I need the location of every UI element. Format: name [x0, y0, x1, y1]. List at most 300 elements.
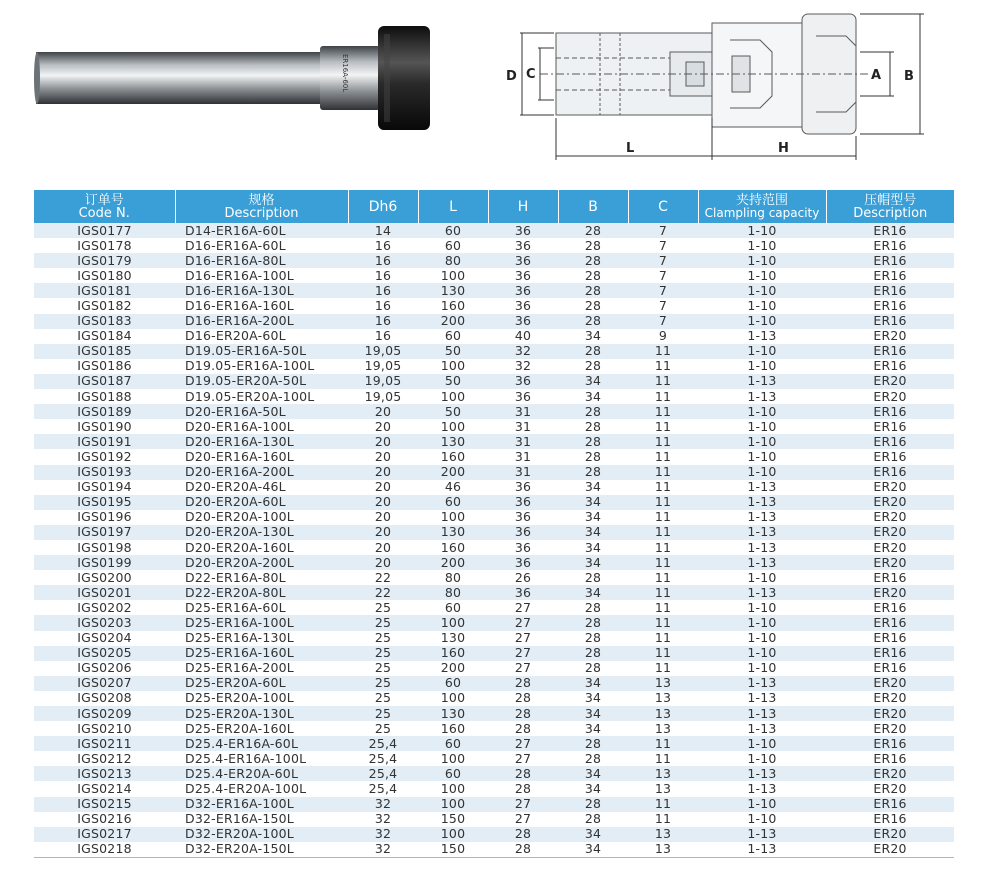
cell-clamping: 1-10: [698, 797, 826, 812]
cell-c: 11: [628, 615, 698, 630]
cell-c: 11: [628, 374, 698, 389]
cell-b: 28: [558, 570, 628, 585]
cell-l: 160: [418, 449, 488, 464]
cell-b: 28: [558, 465, 628, 480]
cell-l: 200: [418, 555, 488, 570]
header-l: L: [418, 190, 488, 223]
cell-cap: ER16: [826, 736, 954, 751]
cell-dh6: 25: [348, 706, 418, 721]
cell-description: D32-ER20A-100L: [175, 827, 348, 842]
table-row: [34, 812, 954, 827]
table-row: [34, 510, 954, 525]
cell-description: D22-ER20A-80L: [175, 585, 348, 600]
cell-l: 80: [418, 585, 488, 600]
table-row: [34, 646, 954, 661]
cell-b: 28: [558, 404, 628, 419]
cell-code: IGS0205: [34, 646, 175, 661]
cell-c: 13: [628, 676, 698, 691]
cell-description: D25-ER20A-60L: [175, 676, 348, 691]
cell-cap: ER20: [826, 585, 954, 600]
cell-b: 34: [558, 676, 628, 691]
cell-dh6: 25: [348, 691, 418, 706]
cell-code: IGS0210: [34, 721, 175, 736]
cell-b: 34: [558, 555, 628, 570]
cell-code: IGS0212: [34, 751, 175, 766]
cell-clamping: 1-10: [698, 465, 826, 480]
cell-clamping: 1-10: [698, 359, 826, 374]
cell-h: 36: [488, 298, 558, 313]
cell-description: D20-ER20A-130L: [175, 525, 348, 540]
cell-h: 36: [488, 223, 558, 238]
cell-c: 11: [628, 600, 698, 615]
cell-c: 11: [628, 570, 698, 585]
cell-dh6: 16: [348, 329, 418, 344]
cell-b: 28: [558, 238, 628, 253]
cell-cap: ER16: [826, 631, 954, 646]
cell-code: IGS0196: [34, 510, 175, 525]
cell-cap: ER16: [826, 615, 954, 630]
cell-dh6: 22: [348, 585, 418, 600]
cell-cap: ER16: [826, 812, 954, 827]
cell-cap: ER16: [826, 404, 954, 419]
header-dh6: Dh6: [348, 190, 418, 223]
cell-code: IGS0204: [34, 631, 175, 646]
cell-cap: ER20: [826, 480, 954, 495]
cell-clamping: 1-10: [698, 344, 826, 359]
cell-dh6: 20: [348, 495, 418, 510]
cell-clamping: 1-10: [698, 434, 826, 449]
cell-description: D20-ER20A-100L: [175, 510, 348, 525]
cell-clamping: 1-10: [698, 812, 826, 827]
table-row: [34, 766, 954, 781]
cell-c: 11: [628, 389, 698, 404]
cell-clamping: 1-10: [698, 283, 826, 298]
cell-cap: ER16: [826, 238, 954, 253]
table-row: [34, 736, 954, 751]
cell-l: 60: [418, 736, 488, 751]
cell-l: 50: [418, 404, 488, 419]
cell-l: 60: [418, 223, 488, 238]
cell-h: 36: [488, 555, 558, 570]
cell-b: 28: [558, 344, 628, 359]
header-h: H: [488, 190, 558, 223]
table-row: [34, 797, 954, 812]
cell-dh6: 20: [348, 525, 418, 540]
cell-code: IGS0184: [34, 329, 175, 344]
table-row: [34, 525, 954, 540]
cell-dh6: 16: [348, 298, 418, 313]
cell-h: 36: [488, 283, 558, 298]
cell-l: 160: [418, 298, 488, 313]
cell-code: IGS0200: [34, 570, 175, 585]
table-row: [34, 298, 954, 313]
cell-l: 100: [418, 781, 488, 796]
cell-c: 7: [628, 298, 698, 313]
cell-c: 11: [628, 480, 698, 495]
cell-c: 11: [628, 359, 698, 374]
cell-code: IGS0197: [34, 525, 175, 540]
cell-cap: ER20: [826, 540, 954, 555]
cell-c: 11: [628, 812, 698, 827]
cell-b: 28: [558, 661, 628, 676]
cell-h: 27: [488, 736, 558, 751]
cell-c: 13: [628, 706, 698, 721]
cell-cap: ER16: [826, 344, 954, 359]
cell-c: 11: [628, 465, 698, 480]
cell-l: 60: [418, 238, 488, 253]
cell-clamping: 1-13: [698, 495, 826, 510]
cell-cap: ER16: [826, 298, 954, 313]
cell-l: 100: [418, 691, 488, 706]
cell-b: 28: [558, 314, 628, 329]
header-code: 订单号 Code N.: [34, 190, 175, 223]
cell-l: 130: [418, 525, 488, 540]
cell-description: D25.4-ER20A-60L: [175, 766, 348, 781]
cell-code: IGS0211: [34, 736, 175, 751]
table-row: [34, 465, 954, 480]
cell-dh6: 32: [348, 797, 418, 812]
cell-code: IGS0201: [34, 585, 175, 600]
cell-c: 11: [628, 631, 698, 646]
cell-dh6: 16: [348, 238, 418, 253]
cell-dh6: 19,05: [348, 359, 418, 374]
cell-clamping: 1-10: [698, 646, 826, 661]
cell-b: 28: [558, 812, 628, 827]
cell-dh6: 20: [348, 434, 418, 449]
cell-c: 7: [628, 268, 698, 283]
cell-c: 9: [628, 329, 698, 344]
cell-l: 200: [418, 661, 488, 676]
cell-clamping: 1-13: [698, 691, 826, 706]
cell-code: IGS0189: [34, 404, 175, 419]
cell-clamping: 1-10: [698, 449, 826, 464]
cell-l: 100: [418, 510, 488, 525]
cell-code: IGS0178: [34, 238, 175, 253]
cell-h: 27: [488, 812, 558, 827]
cell-clamping: 1-10: [698, 268, 826, 283]
cell-cap: ER16: [826, 600, 954, 615]
cell-h: 36: [488, 389, 558, 404]
cell-code: IGS0187: [34, 374, 175, 389]
header-c: C: [628, 190, 698, 223]
table-row: [34, 555, 954, 570]
cell-l: 100: [418, 359, 488, 374]
cell-code: IGS0183: [34, 314, 175, 329]
table-row: [34, 283, 954, 298]
cell-cap: ER16: [826, 253, 954, 268]
cell-b: 28: [558, 223, 628, 238]
cell-l: 160: [418, 721, 488, 736]
cell-cap: ER20: [826, 721, 954, 736]
cell-description: D20-ER16A-50L: [175, 404, 348, 419]
cell-dh6: 20: [348, 449, 418, 464]
cell-l: 100: [418, 615, 488, 630]
cell-b: 34: [558, 766, 628, 781]
cell-description: D16-ER16A-130L: [175, 283, 348, 298]
cell-description: D25-ER16A-100L: [175, 615, 348, 630]
cell-cap: ER20: [826, 510, 954, 525]
cell-dh6: 16: [348, 283, 418, 298]
cell-l: 46: [418, 480, 488, 495]
cell-code: IGS0217: [34, 827, 175, 842]
cell-code: IGS0188: [34, 389, 175, 404]
cell-dh6: 32: [348, 812, 418, 827]
cell-cap: ER16: [826, 751, 954, 766]
table-row: [34, 253, 954, 268]
cell-clamping: 1-13: [698, 842, 826, 858]
cell-description: D25-ER16A-60L: [175, 600, 348, 615]
cell-b: 28: [558, 268, 628, 283]
cell-cap: ER20: [826, 495, 954, 510]
cell-l: 200: [418, 465, 488, 480]
cell-l: 130: [418, 283, 488, 298]
cell-code: IGS0203: [34, 615, 175, 630]
cell-dh6: 25: [348, 631, 418, 646]
cell-code: IGS0218: [34, 842, 175, 858]
table-row: [34, 314, 954, 329]
cell-description: D19.05-ER20A-100L: [175, 389, 348, 404]
table-row: [34, 631, 954, 646]
cell-h: 36: [488, 525, 558, 540]
table-row: [34, 268, 954, 283]
cell-clamping: 1-13: [698, 389, 826, 404]
cell-dh6: 32: [348, 842, 418, 858]
cell-code: IGS0185: [34, 344, 175, 359]
cell-dh6: 20: [348, 480, 418, 495]
cell-code: IGS0182: [34, 298, 175, 313]
cell-description: D16-ER16A-160L: [175, 298, 348, 313]
cell-clamping: 1-10: [698, 419, 826, 434]
cell-cap: ER20: [826, 329, 954, 344]
table-row: [34, 419, 954, 434]
cell-cap: ER16: [826, 465, 954, 480]
cell-b: 34: [558, 510, 628, 525]
cell-dh6: 25: [348, 676, 418, 691]
cell-clamping: 1-13: [698, 525, 826, 540]
cell-clamping: 1-10: [698, 314, 826, 329]
table-row: [34, 434, 954, 449]
cell-code: IGS0192: [34, 449, 175, 464]
cell-b: 34: [558, 585, 628, 600]
table-row: [34, 661, 954, 676]
cell-b: 34: [558, 480, 628, 495]
cell-b: 34: [558, 842, 628, 858]
cell-b: 34: [558, 495, 628, 510]
spec-table: [34, 190, 954, 858]
table-header-row: [34, 190, 954, 223]
cell-h: 28: [488, 766, 558, 781]
table-row: [34, 480, 954, 495]
cell-clamping: 1-13: [698, 781, 826, 796]
cell-h: 27: [488, 661, 558, 676]
cell-l: 60: [418, 495, 488, 510]
cell-c: 11: [628, 434, 698, 449]
cell-clamping: 1-13: [698, 555, 826, 570]
cell-dh6: 16: [348, 268, 418, 283]
cell-b: 28: [558, 751, 628, 766]
cell-description: D25.4-ER16A-60L: [175, 736, 348, 751]
cell-cap: ER16: [826, 570, 954, 585]
cell-clamping: 1-10: [698, 736, 826, 751]
cell-h: 28: [488, 676, 558, 691]
cell-c: 13: [628, 691, 698, 706]
table-row: [34, 585, 954, 600]
cell-l: 200: [418, 314, 488, 329]
cell-l: 100: [418, 827, 488, 842]
cell-h: 28: [488, 781, 558, 796]
table-row: [34, 827, 954, 842]
cell-b: 34: [558, 525, 628, 540]
cell-clamping: 1-10: [698, 751, 826, 766]
cell-dh6: 25: [348, 615, 418, 630]
cell-description: D16-ER20A-60L: [175, 329, 348, 344]
cell-description: D16-ER16A-60L: [175, 238, 348, 253]
cell-dh6: 14: [348, 223, 418, 238]
cell-code: IGS0193: [34, 465, 175, 480]
cell-h: 27: [488, 631, 558, 646]
dim-label-L: L: [626, 141, 635, 156]
cell-c: 7: [628, 253, 698, 268]
dim-label-A: A: [871, 68, 882, 83]
cell-b: 34: [558, 721, 628, 736]
cell-l: 150: [418, 842, 488, 858]
cell-clamping: 1-13: [698, 329, 826, 344]
cell-h: 36: [488, 253, 558, 268]
cell-b: 28: [558, 359, 628, 374]
cell-code: IGS0180: [34, 268, 175, 283]
cell-description: D22-ER16A-80L: [175, 570, 348, 585]
cell-cap: ER20: [826, 781, 954, 796]
table-row: [34, 359, 954, 374]
cell-h: 28: [488, 691, 558, 706]
header-b: B: [558, 190, 628, 223]
shank: [34, 52, 322, 104]
cell-description: D20-ER20A-60L: [175, 495, 348, 510]
cell-h: 31: [488, 419, 558, 434]
cell-cap: ER16: [826, 283, 954, 298]
cell-description: D19.05-ER16A-50L: [175, 344, 348, 359]
cell-h: 28: [488, 706, 558, 721]
cell-clamping: 1-13: [698, 766, 826, 781]
cell-l: 60: [418, 600, 488, 615]
cell-l: 50: [418, 374, 488, 389]
cell-cap: ER20: [826, 691, 954, 706]
cell-clamping: 1-13: [698, 676, 826, 691]
cell-b: 34: [558, 706, 628, 721]
cell-cap: ER20: [826, 706, 954, 721]
cell-description: D25.4-ER16A-100L: [175, 751, 348, 766]
cell-b: 28: [558, 449, 628, 464]
cell-description: D16-ER16A-80L: [175, 253, 348, 268]
cell-dh6: 25: [348, 721, 418, 736]
cell-b: 34: [558, 540, 628, 555]
cell-clamping: 1-10: [698, 404, 826, 419]
cell-description: D32-ER16A-100L: [175, 797, 348, 812]
cell-c: 11: [628, 404, 698, 419]
cell-code: IGS0186: [34, 359, 175, 374]
cell-c: 11: [628, 661, 698, 676]
cell-code: IGS0195: [34, 495, 175, 510]
cell-dh6: 20: [348, 419, 418, 434]
cell-cap: ER20: [826, 766, 954, 781]
cell-c: 11: [628, 751, 698, 766]
cell-description: D25-ER16A-130L: [175, 631, 348, 646]
cell-l: 160: [418, 540, 488, 555]
cell-code: IGS0213: [34, 766, 175, 781]
header-cap: 压帽型号 Description: [826, 190, 954, 223]
cell-cap: ER16: [826, 434, 954, 449]
cell-c: 13: [628, 781, 698, 796]
cell-cap: ER20: [826, 525, 954, 540]
cell-b: 34: [558, 781, 628, 796]
cell-description: D19.05-ER16A-100L: [175, 359, 348, 374]
cell-cap: ER16: [826, 223, 954, 238]
cell-h: 27: [488, 615, 558, 630]
cell-c: 11: [628, 525, 698, 540]
cell-dh6: 25: [348, 646, 418, 661]
cell-description: D20-ER16A-160L: [175, 449, 348, 464]
cell-h: 36: [488, 314, 558, 329]
cell-code: IGS0202: [34, 600, 175, 615]
cell-l: 100: [418, 797, 488, 812]
cell-b: 28: [558, 434, 628, 449]
cell-clamping: 1-10: [698, 600, 826, 615]
cell-h: 36: [488, 540, 558, 555]
table-row: [34, 570, 954, 585]
cell-h: 28: [488, 842, 558, 858]
cell-l: 80: [418, 253, 488, 268]
cell-c: 13: [628, 827, 698, 842]
cell-clamping: 1-10: [698, 223, 826, 238]
table-row: [34, 404, 954, 419]
cell-clamping: 1-10: [698, 238, 826, 253]
cell-dh6: 19,05: [348, 389, 418, 404]
cell-c: 11: [628, 495, 698, 510]
cell-description: D16-ER16A-100L: [175, 268, 348, 283]
dim-label-D: D: [506, 69, 517, 84]
cell-c: 11: [628, 540, 698, 555]
cell-h: 27: [488, 600, 558, 615]
cell-description: D20-ER20A-46L: [175, 480, 348, 495]
cell-l: 130: [418, 434, 488, 449]
cell-dh6: 16: [348, 314, 418, 329]
cell-clamping: 1-13: [698, 374, 826, 389]
cell-description: D19.05-ER20A-50L: [175, 374, 348, 389]
cell-dh6: 16: [348, 253, 418, 268]
cell-cap: ER20: [826, 374, 954, 389]
cell-b: 28: [558, 283, 628, 298]
cell-h: 36: [488, 585, 558, 600]
table-body: [34, 223, 954, 857]
tool-holder-photo: [34, 12, 434, 150]
collet-nut: [378, 26, 430, 130]
cell-cap: ER16: [826, 646, 954, 661]
cell-clamping: 1-10: [698, 631, 826, 646]
cell-c: 13: [628, 721, 698, 736]
cell-description: D32-ER16A-150L: [175, 812, 348, 827]
cell-description: D20-ER16A-100L: [175, 419, 348, 434]
table-row: [34, 676, 954, 691]
cell-dh6: 20: [348, 510, 418, 525]
collet-body: [320, 46, 380, 110]
cell-clamping: 1-10: [698, 253, 826, 268]
cell-l: 60: [418, 329, 488, 344]
cell-cap: ER16: [826, 314, 954, 329]
cell-c: 11: [628, 419, 698, 434]
cell-l: 130: [418, 631, 488, 646]
dim-label-B: B: [904, 69, 914, 84]
cell-description: D25-ER20A-100L: [175, 691, 348, 706]
